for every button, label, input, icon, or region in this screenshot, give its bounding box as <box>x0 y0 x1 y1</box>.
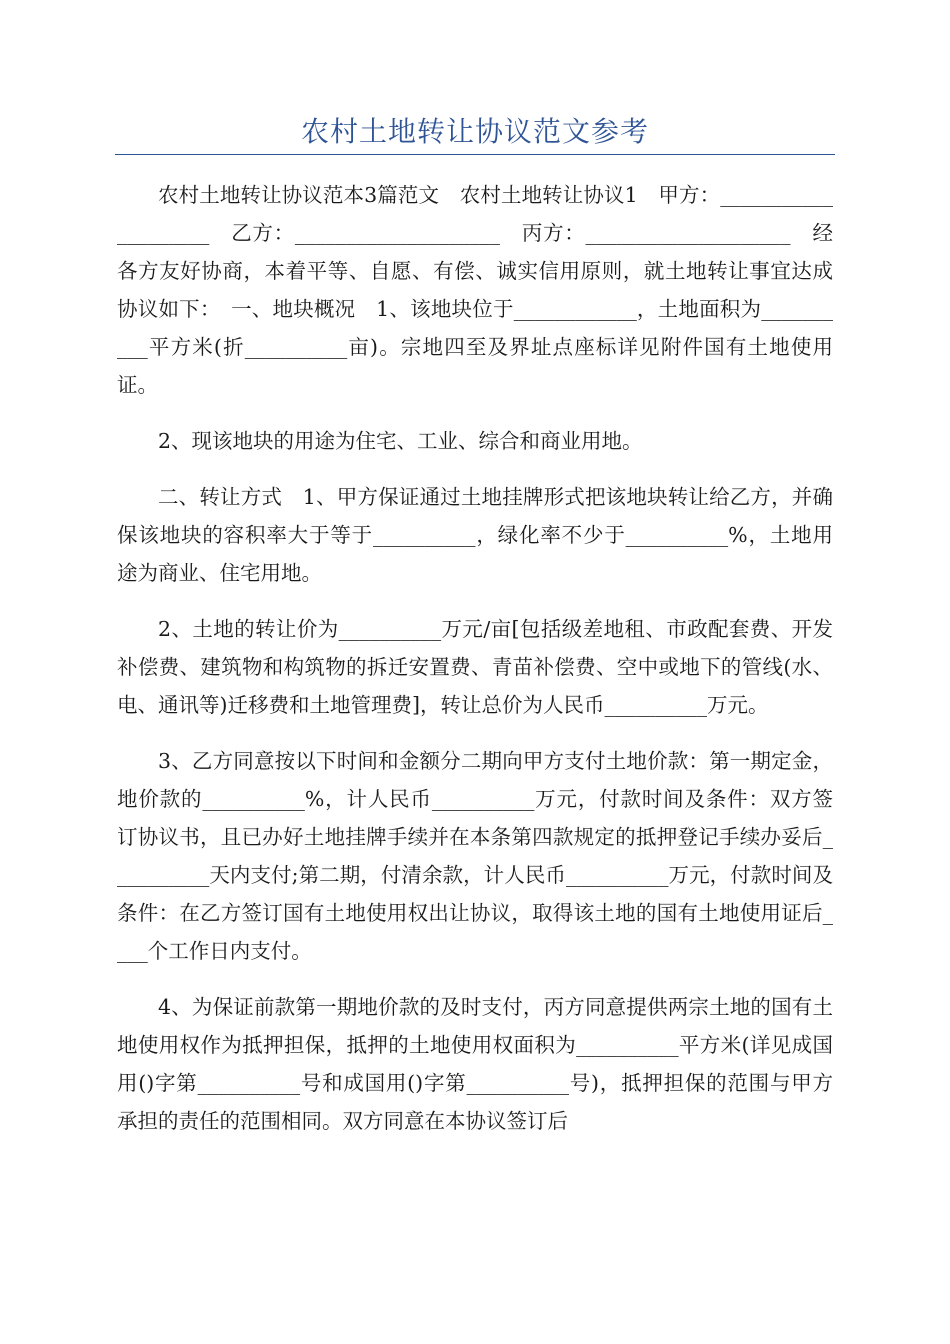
paragraph-mortgage-guarantee: 4、为保证前款第一期地价款的及时支付，丙方同意提供两宗土地的国有土地使用权作为抵押担保，抵押的土地使用权面积为__________平方米(详见成国用()字第__________号和成国用()字第__________号)，抵押担保的范围与甲方承担的责任的范围相同。双方同意在本协议签订后 <box>117 995 833 1133</box>
paragraph-intro: 农村土地转让协议范本3篇范文 农村土地转让协议1 甲方：____________________ 乙方：____________________ 丙方：____________________ 经各方友好协商，本着平等、自愿、有偿、诚实信用原则，就土地转让事宜达成协议如下： 一、地块概况 1、该地块位于____________，土地面积为__________平方米(折__________亩)。宗地四至及界址点座标详见附件国有土地使用证。 <box>117 183 833 397</box>
title-underline <box>115 154 835 155</box>
paragraph-transfer-price: 2、土地的转让价为__________万元/亩[包括级差地租、市政配套费、开发补偿费、建筑物和构筑物的拆迁安置费、青苗补偿费、空中或地下的管线(水、电、通讯等)迁移费和土地管理费]，转让总价为人民币__________万元。 <box>117 617 833 717</box>
paragraph-land-use: 2、现该地块的用途为住宅、工业、综合和商业用地。 <box>158 429 643 453</box>
paragraph-transfer-method: 二、转让方式 1、甲方保证通过土地挂牌形式把该地块转让给乙方，并确保该地块的容积率大于等于__________，绿化率不少于__________%，土地用途为商业、住宅用地。 <box>117 485 833 585</box>
document-title: 农村土地转让协议范文参考 <box>300 115 649 148</box>
document-body <box>117 176 833 1158</box>
paragraph-payment-terms: 3、乙方同意按以下时间和金额分二期向甲方支付土地价款：第一期定金，地价款的__________%，计人民币__________万元，付款时间及条件：双方签订协议书，且已办好土地挂牌手续并在本条第四款规定的抵押登记手续办妥后__________天内支付;第二期，付清余款，计人民币__________万元，付款时间及条件：在乙方签订国有土地使用权出让协议，取得该土地的国有土地使用证后____个工作日内支付。 <box>117 749 833 963</box>
